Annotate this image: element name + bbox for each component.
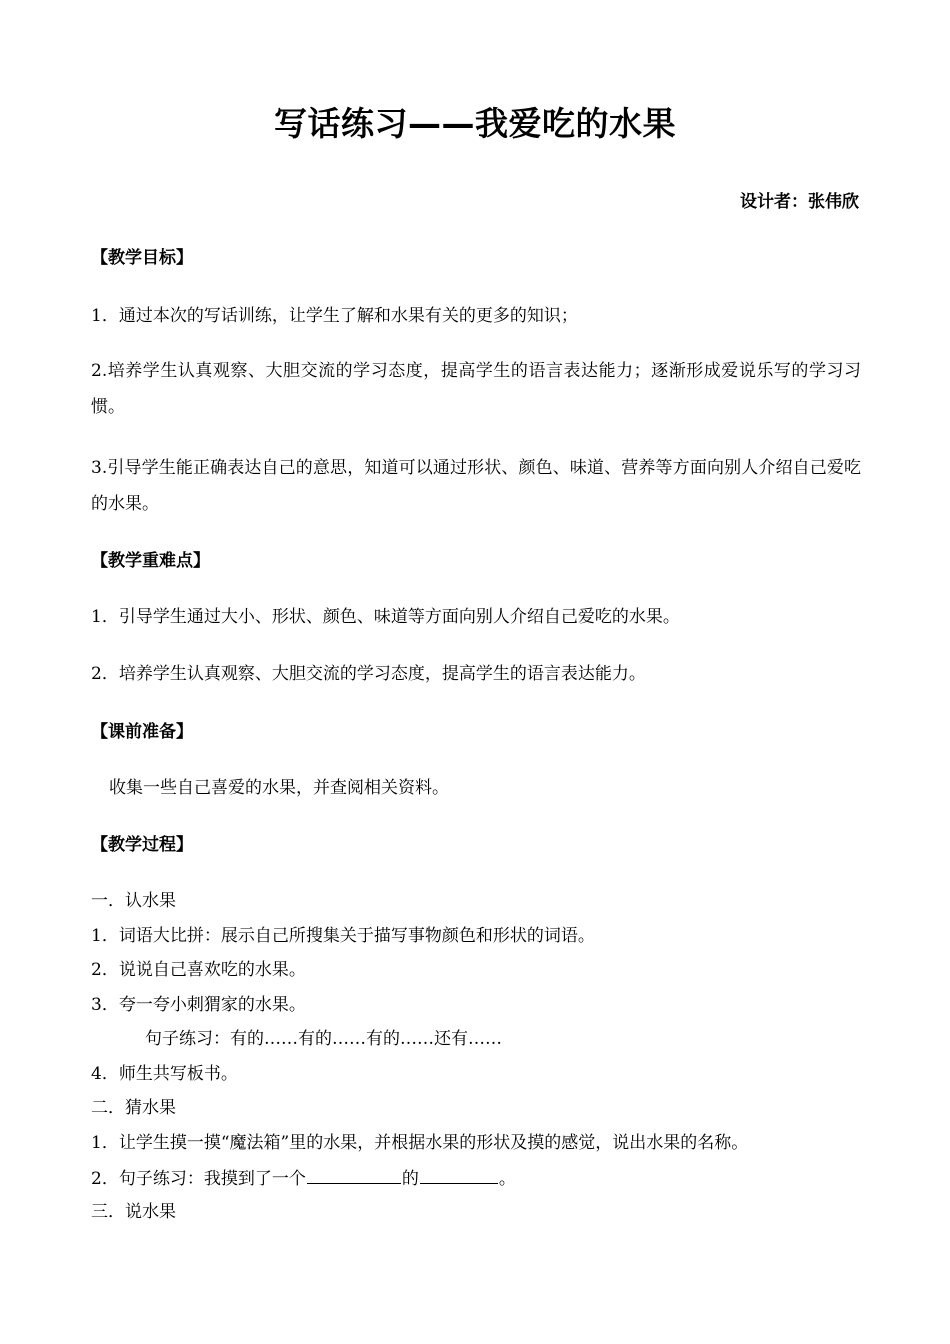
goal-item-2: 2.培养学生认真观察、大胆交流的学习态度，提高学生的语言表达能力；逐渐形成爱说乐写的学习习惯。 [91,361,861,417]
fill-in-suffix: 。 [498,1169,516,1189]
goal-item-3: 3.引导学生能正确表达自己的意思，知道可以通过形状、颜色、味道、营养等方面向别人介绍自己爱吃的水果。 [91,458,861,514]
goals-heading: 【教学目标】 [91,248,193,268]
process-line: 三．说水果 [91,1202,176,1222]
fill-in-middle: 的 [401,1169,419,1189]
process-heading: 【教学过程】 [91,835,193,855]
process-line: 二．猜水果 [91,1098,176,1118]
fill-in-blank[interactable] [307,1165,401,1184]
process-line: 4．师生共写板书。 [91,1064,238,1084]
process-line: 句子练习：有的……有的……有的……还有…… [145,1029,502,1049]
page-title: 写话练习——我爱吃的水果 [274,104,676,143]
process-line: 2．说说自己喜欢吃的水果。 [91,960,306,980]
designer-credit: 设计者：张伟欣 [740,192,859,212]
goal-item-1: 1．通过本次的写话训练，让学生了解和水果有关的更多的知识； [91,306,578,326]
key-point-item-1: 1．引导学生通过大小、形状、颜色、味道等方面向别人介绍自己爱吃的水果。 [91,607,680,627]
process-line: 3．夸一夸小刺猬家的水果。 [91,995,306,1015]
preparation-text: 收集一些自己喜爱的水果，并查阅相关资料。 [109,778,449,798]
key-point-item-2: 2．培养学生认真观察、大胆交流的学习态度，提高学生的语言表达能力。 [91,664,646,684]
process-line: 一．认水果 [91,891,176,911]
process-line: 1．让学生摸一摸“魔法箱”里的水果，并根据水果的形状及摸的感觉，说出水果的名称。 [91,1133,749,1153]
fill-in-prefix: 2．句子练习：我摸到了一个 [91,1169,306,1189]
fill-in-blank[interactable] [420,1165,498,1184]
key-points-heading: 【教学重难点】 [91,551,210,571]
process-line: 1．词语大比拼：展示自己所搜集关于描写事物颜色和形状的词语。 [91,926,595,946]
fill-in-sentence [91,1165,516,1191]
preparation-heading: 【课前准备】 [91,722,193,742]
